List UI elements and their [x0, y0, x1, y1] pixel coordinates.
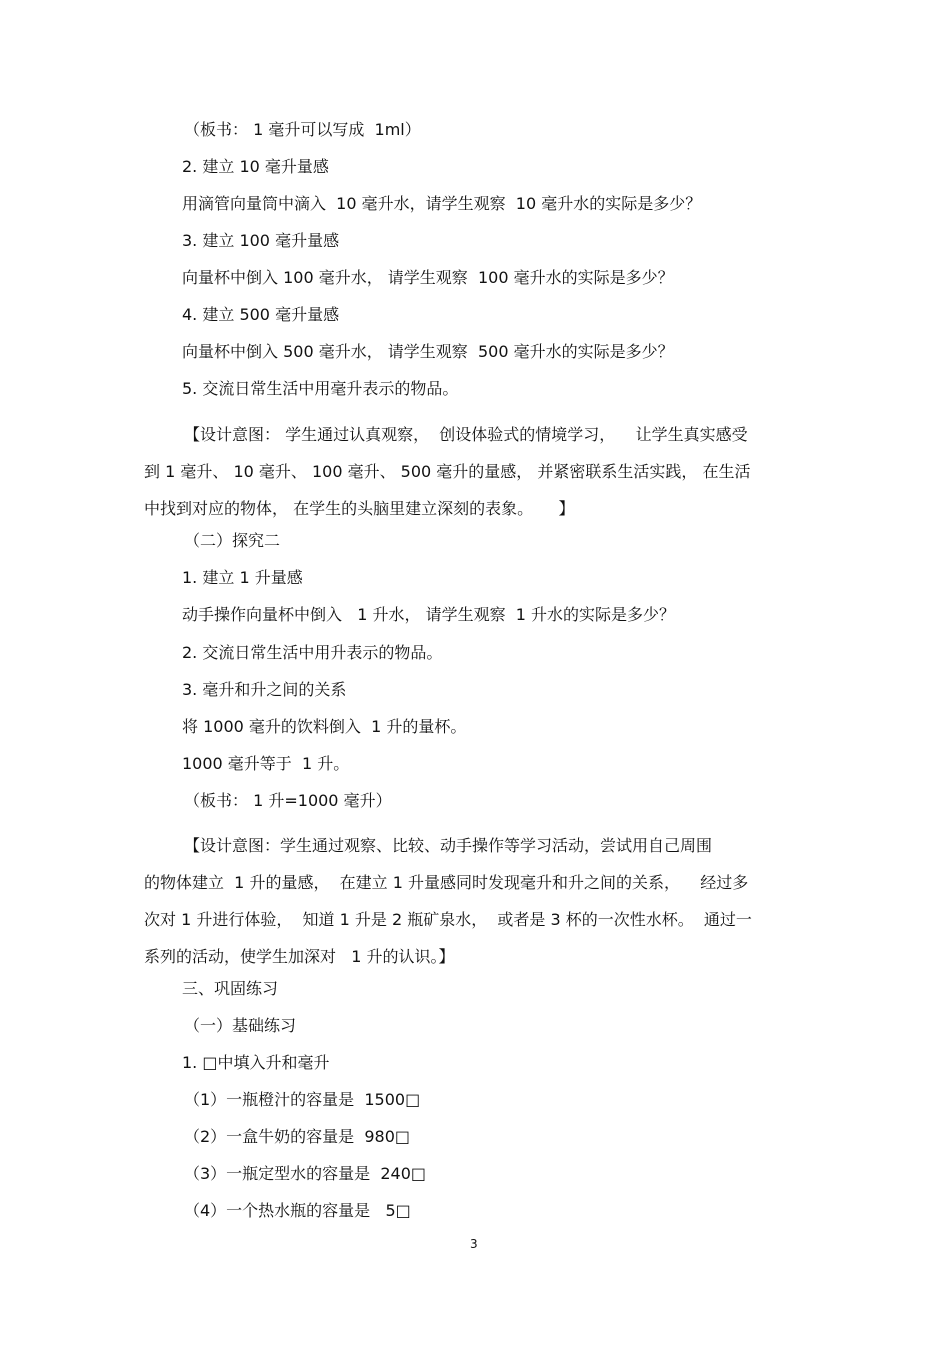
text-line: 的物体建立 1 升的量感， 在建立 1 升量感同时发现毫升和升之间的关系， 经过多: [144, 873, 749, 892]
text-line: 向量杯中倒入 500 毫升水， 请学生观察 500 毫升水的实际是多少？: [182, 342, 674, 361]
text-line: （1）一瓶橙汁的容量是 1500□: [184, 1090, 421, 1109]
text-line: （3）一瓶定型水的容量是 240□: [184, 1164, 427, 1183]
text-line: 三、巩固练习: [182, 979, 279, 998]
text-line: 2. 交流日常生活中用升表示的物品。: [182, 643, 443, 662]
text-line: （4）一个热水瓶的容量是 5□: [184, 1201, 411, 1220]
text-line: （二）探究二: [184, 531, 281, 550]
text-line: 1000 毫升等于 1 升。: [182, 754, 350, 773]
text-line: 【设计意图：学生通过观察、比较、动手操作等学习活动，尝试用自己周围: [184, 836, 713, 855]
text-line: 系列的活动，使学生加深对 1 升的认识。】: [144, 947, 455, 966]
text-line: 动手操作向量杯中倒入 1 升水， 请学生观察 1 升水的实际是多少？: [182, 605, 676, 624]
text-line: （板书： 1 升=1000 毫升）: [184, 791, 392, 810]
text-line: 到 1 毫升、 10 毫升、 100 毫升、 500 毫升的量感， 并紧密联系生活实践， 在生活: [144, 462, 751, 481]
text-line: 2. 建立 10 毫升量感: [182, 157, 329, 176]
text-line: 4. 建立 500 毫升量感: [182, 305, 340, 324]
text-line: 1. □中填入升和毫升: [182, 1053, 330, 1072]
text-line: 用滴管向量筒中滴入 10 毫升水，请学生观察 10 毫升水的实际是多少？: [182, 194, 702, 213]
text-line: 次对 1 升进行体验， 知道 1 升是 2 瓶矿泉水， 或者是 3 杯的一次性水杯。 通过一: [144, 910, 752, 929]
text-line: 中找到对应的物体， 在学生的头脑里建立深刻的表象。 】: [144, 499, 575, 518]
text-line: 将 1000 毫升的饮料倒入 1 升的量杯。: [182, 717, 467, 736]
text-line: 3. 建立 100 毫升量感: [182, 231, 340, 250]
text-line: 【设计意图： 学生通过认真观察， 创设体验式的情境学习， 让学生真实感受: [184, 425, 748, 444]
text-line: （一）基础练习: [184, 1016, 297, 1035]
text-line: （2）一盒牛奶的容量是 980□: [184, 1127, 411, 1146]
text-line: 1. 建立 1 升量感: [182, 568, 303, 587]
text-line: （板书： 1 毫升可以写成 1ml）: [184, 120, 421, 139]
text-line: 5. 交流日常生活中用毫升表示的物品。: [182, 379, 459, 398]
text-line: 向量杯中倒入 100 毫升水， 请学生观察 100 毫升水的实际是多少？: [182, 268, 674, 287]
page-number: 3: [470, 1237, 478, 1251]
text-line: 3. 毫升和升之间的关系: [182, 680, 347, 699]
